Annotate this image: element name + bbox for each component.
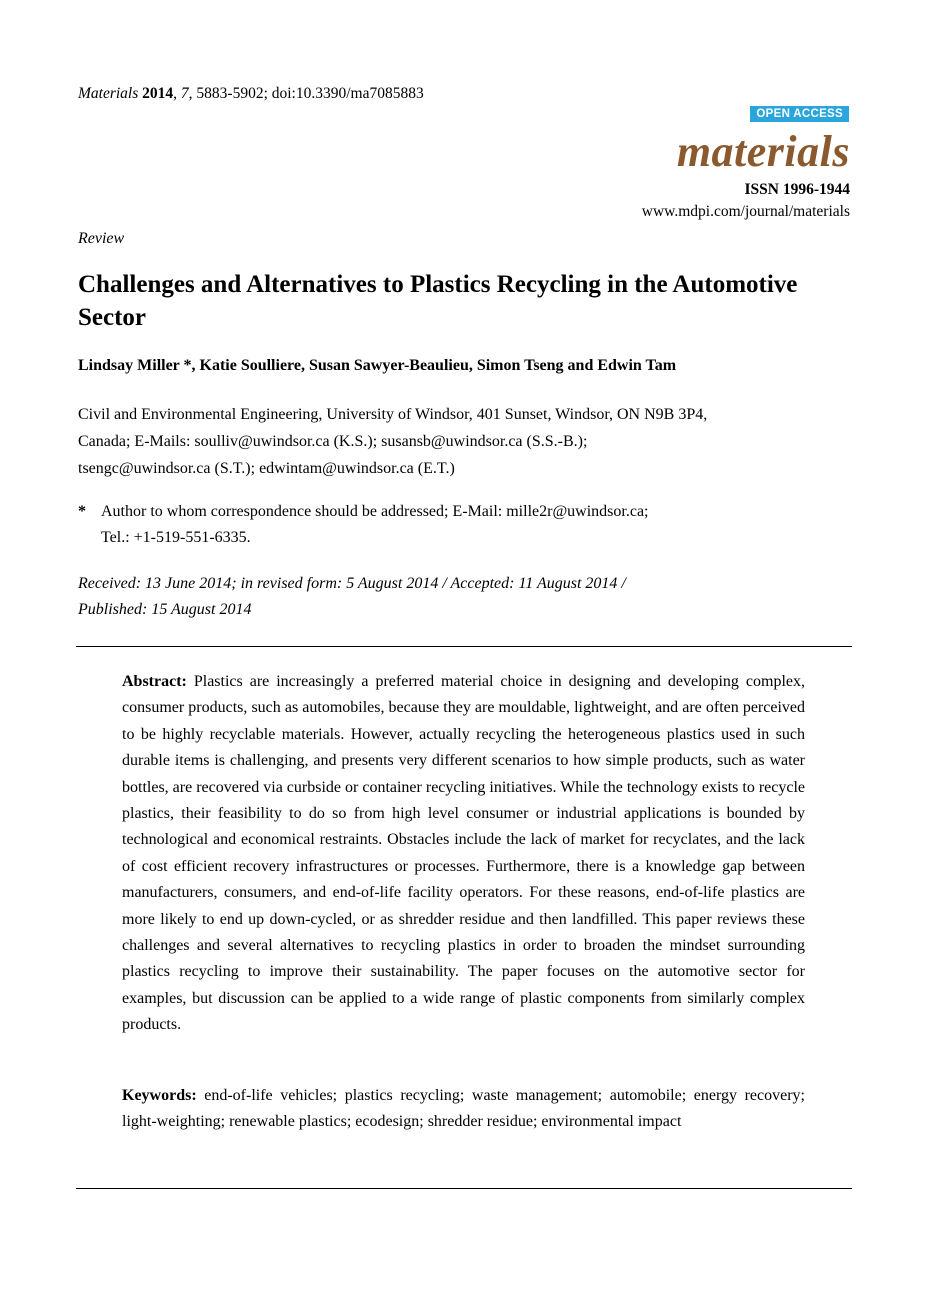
- dates-line: Published: 15 August 2014: [78, 601, 252, 618]
- keywords-text: end-of-life vehicles; plastics recycling; waste management; automobile; energy recovery; light-weighting; renewable plastics; ecodesign; shredder residue; environmental impact: [122, 1087, 805, 1131]
- keywords: [122, 1083, 805, 1136]
- citation-pages-doi: , 5883-5902; doi:10.3390/ma7085883: [188, 85, 424, 102]
- keywords-label: Keywords:: [122, 1087, 197, 1104]
- affiliation-line: Civil and Environmental Engineering, University of Windsor, 401 Sunset, Windsor, ON N9B 3P4,: [78, 406, 708, 423]
- correspondence-marker: *: [78, 503, 86, 520]
- affiliation-line: Canada; E-Mails: soulliv@uwindsor.ca (K.S.); susansb@uwindsor.ca (S.S.-B.);: [78, 433, 588, 450]
- citation-journal: Materials: [78, 85, 139, 102]
- author-list: Lindsay Miller *, Katie Soulliere, Susan Sawyer-Beaulieu, Simon Tseng and Edwin Tam: [78, 357, 677, 374]
- correspondence-note: [78, 499, 848, 551]
- abstract: [122, 669, 805, 1039]
- citation-volume: 7: [180, 85, 189, 102]
- article-type: Review: [78, 230, 125, 247]
- publication-dates: [78, 571, 848, 623]
- dates-line: Received: 13 June 2014; in revised form: 5 August 2014 / Accepted: 11 August 2014 /: [78, 575, 626, 592]
- paper-title: Challenges and Alternatives to Plastics Recycling in the Automotive Sector: [78, 271, 798, 331]
- correspondence-line: Tel.: +1-519-551-6335.: [101, 529, 251, 546]
- issn: ISSN 1996-1944: [744, 181, 850, 198]
- citation-year: 2014: [142, 85, 174, 102]
- correspondence-line: Author to whom correspondence should be addressed; E-Mail: mille2r@uwindsor.ca;: [101, 503, 649, 520]
- abstract-text: Plastics are increasingly a preferred material choice in designing and developing complex, consumer products, such as automobiles, because they are mouldable, lightweight, and are often perceived to be highly recyclable materials. However, actually recycling the heterogeneous plastics used in such durable items is challenging, and presents very different scenarios to how simple products, such as water bottles, are recovered via curbside or container recycling initiatives. While the technology exists to recycle plastics, their feasibility to do so from high level consumer or industrial applications is bounded by technological and economical restraints. Obstacles include the lack of market for recyclates, and the lack of cost efficient recovery infrastructures or processes. Furthermore, there is a knowledge gap between manufacturers, consumers, and end-of-life facility operators. For these reasons, end-of-life plastics are more likely to end up down-cycled, or as shredder residue and then landfilled. This paper reviews these challenges and several alternatives to recycling plastics in order to broaden the mindset surrounding plastics recycling to improve their sustainability. The paper focuses on the automotive sector for examples, but discussion can be applied to a wide range of plastic components from similarly complex products.: [122, 673, 805, 1034]
- affiliation: [78, 401, 848, 482]
- citation-line: Materials 2014, 7, 5883-5902; doi:10.3390/ma7085883: [78, 85, 424, 102]
- journal-url[interactable]: www.mdpi.com/journal/materials: [641, 203, 850, 220]
- abstract-label: Abstract:: [122, 673, 187, 690]
- affiliation-line: tsengc@uwindsor.ca (S.T.); edwintam@uwindsor.ca (E.T.): [78, 460, 455, 477]
- divider-bottom: [76, 1188, 852, 1189]
- journal-logo: materials: [676, 127, 850, 176]
- open-access-badge: OPEN ACCESS: [750, 106, 849, 122]
- divider-top: [76, 646, 852, 647]
